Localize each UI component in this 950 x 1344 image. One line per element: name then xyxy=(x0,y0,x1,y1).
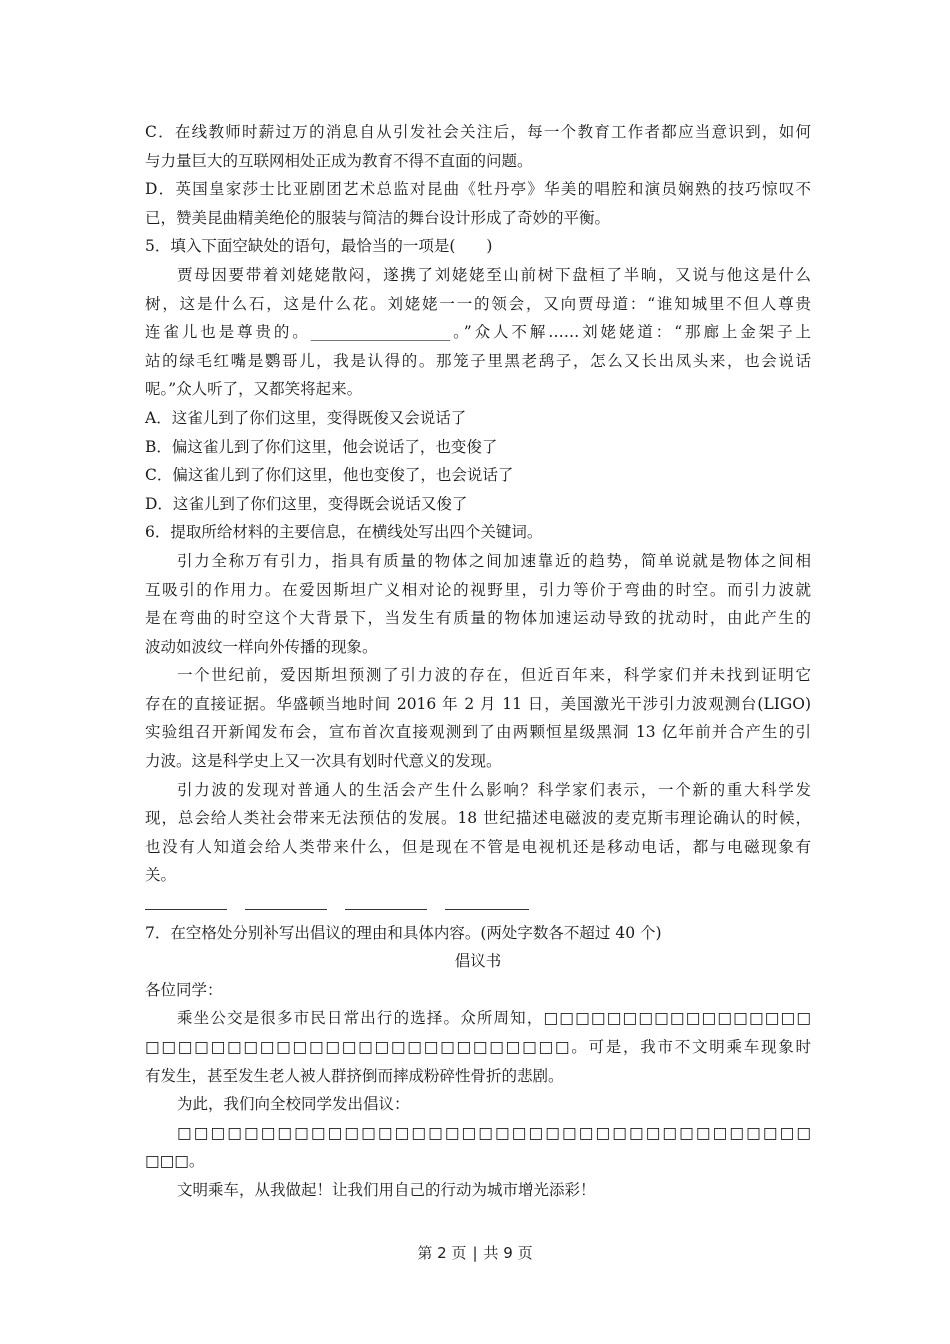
text-line: D．英国皇家莎士比亚剧团艺术总监对昆曲《牡丹亭》华美的唱腔和演员娴熟的技巧惊叹不 xyxy=(145,180,811,199)
text-line: D．这雀儿到了你们这里，变得既会说话又俊了 xyxy=(145,494,468,513)
text-line: 引力全称万有引力，指具有质量的物体之间加速靠近的趋势，简单说就是物体之间相 xyxy=(177,551,811,570)
text-line: 6．提取所给材料的主要信息，在横线处写出四个关键词。 xyxy=(145,523,543,542)
text-line: 5．填入下面空缺处的语句，最恰当的一项是( ) xyxy=(145,237,493,256)
page-total: 共 9 页 xyxy=(483,1244,533,1262)
text-line: A．这雀儿到了你们这里，变得既俊又会说话了 xyxy=(145,408,467,427)
text-line: 关。 xyxy=(145,866,177,885)
text-line: 为此，我们向全校同学发出倡议： xyxy=(177,1095,410,1114)
keyword-blank-1 xyxy=(145,909,227,910)
text-line: □□□□□□□□□□□□□□□□□□□□□□□□□□□□□□□□□□□□□□ xyxy=(177,1123,811,1142)
text-line: 各位同学： xyxy=(145,980,223,999)
text-line: 实验组召开新闻发布会，宣布首次直接观测到了由两颗恒星级黑洞 13 亿年前并合产生的引 xyxy=(145,723,811,742)
text-line: 贾母因要带着刘姥姥散闷，遂携了刘姥姥至山前树下盘桓了半晌，又说与他这是什么 xyxy=(177,265,811,284)
text-line: C．偏这雀儿到了你们这里，他也变俊了，也会说话了 xyxy=(145,466,514,485)
text-line: 7．在空格处分别补写出倡议的理由和具体内容。(两处字数各不超过 40 个) xyxy=(145,923,662,942)
keyword-blank-2 xyxy=(245,909,327,910)
text-line: 连雀儿也是尊贵的。__________________。”众人不解……刘姥姥道：“那廊上金架子上 xyxy=(145,323,811,342)
page-content xyxy=(145,118,811,1205)
text-line: 有发生，甚至发生老人被人群挤倒而摔成粉碎性骨折的悲剧。 xyxy=(145,1066,564,1085)
text-line: 文明乘车，从我做起！让我们用自己的行动为城市增光添彩！ xyxy=(177,1180,596,1199)
text-line: 引力波的发现对普通人的生活会产生什么影响？科学家们表示，一个新的重大科学发 xyxy=(177,780,811,799)
footer-separator: | xyxy=(472,1244,478,1262)
text-line: □□□。 xyxy=(145,1152,205,1171)
page-footer xyxy=(0,1242,950,1263)
text-line: 波动如波纹一样向外传播的现象。 xyxy=(145,637,378,656)
keyword-blank-4 xyxy=(445,909,529,910)
keyword-blank-3 xyxy=(345,909,427,910)
text-line: 存在的直接证据。华盛顿当地时间 2016 年 2 月 11 日，美国激光干涉引力波观测台(LIGO) xyxy=(145,694,811,713)
text-line: 一个世纪前，爱因斯坦预测了引力波的存在，但近百年来，科学家们并未找到证明它 xyxy=(177,666,811,685)
text-line: 乘坐公交是很多市民日常出行的选择。众所周知，□□□□□□□□□□□□□□□□□ xyxy=(177,1009,811,1028)
text-line: 现，总会给人类社会带来无法预估的发展。18 世纪描述电磁波的麦克斯韦理论确认的时候， xyxy=(145,809,811,828)
text-line: 树，这是什么石，这是什么花。刘姥姥一一的领会，又向贾母道：“谁知城里不但人尊贵 xyxy=(145,294,811,313)
text-line: 呢。”众人听了，又都笑将起来。 xyxy=(145,380,363,399)
text-line: 是在弯曲的时空这个大背景下，当发生有质量的物体加速运动导致的扰动时，由此产生的 xyxy=(145,609,811,628)
text-line: 力波。这是科学史上又一次具有划时代意义的发现。 xyxy=(145,752,502,771)
question-block-2 xyxy=(145,919,811,1205)
page-number: 第 2 页 xyxy=(417,1244,467,1262)
text-line: 与力量巨大的互联网相处正成为教育不得不直面的问题。 xyxy=(145,151,533,170)
text-line: 已，赞美昆曲精美绝伦的服装与简洁的舞台设计形成了奇妙的平衡。 xyxy=(145,208,611,227)
text-line: 互吸引的作用力。在爱因斯坦广义相对论的视野里，引力等价于弯曲的时空。而引力波就 xyxy=(145,580,811,599)
text-line: 倡议书 xyxy=(454,952,502,971)
text-line: □□□□□□□□□□□□□□□□□□□□□□□□□□。可是，我市不文明乘车现象时 xyxy=(145,1038,811,1056)
text-line: C．在线教师时薪过万的消息自从引发社会关注后，每一个教育工作者都应当意识到，如何 xyxy=(145,123,811,141)
keyword-blanks xyxy=(145,890,811,919)
text-line: B．偏这雀儿到了你们这里，他会说话了，也变俊了 xyxy=(145,437,498,456)
text-line: 站的绿毛红嘴是鹦哥儿，我是认得的。那笼子里黑老鸹子，怎么又长出凤头来，也会说话 xyxy=(145,351,811,370)
text-line: 也没有人知道会给人类带来什么，但是现在不管是电视机还是移动电话，都与电磁现象有 xyxy=(145,837,811,856)
question-block-1 xyxy=(145,118,811,890)
